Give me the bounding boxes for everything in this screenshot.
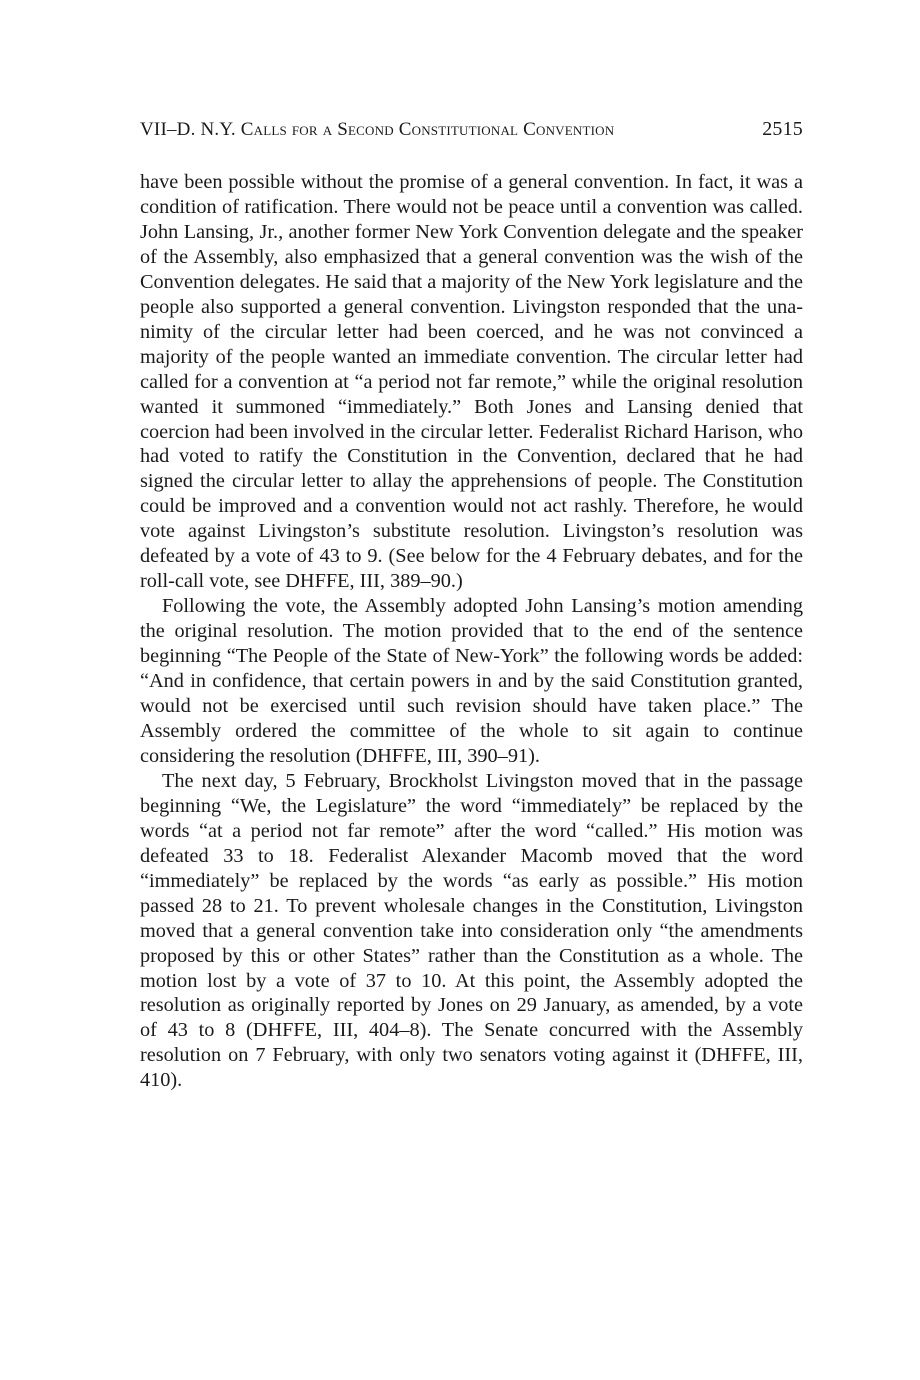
page-number: 2515 <box>762 118 803 140</box>
running-title: VII–D. N.Y. Calls for a Second Constitutional Convention <box>140 119 615 140</box>
paragraph: The next day, 5 February, Brockholst Livingston moved that in the passage beginning “We, the Legislature” the word “immediately” be replaced by the words “at a period not far remote” after the word “called.” His motion was defeated 33 to 18. Federalist Alexander Macomb moved that the word “immediately” be replaced by the words “as early as possible.” His motion passed 28 to 21. To prevent wholesale changes in the Constitution, Livingston moved that a general convention take into consideration only “the amendments proposed by this or other States” rather than the Constitution as a whole. The motion lost by a vote of 37 to 10. At this point, the Assembly adopted the resolution as originally reported by Jones on 29 January, as amended, by a vote of 43 to 8 (DHFFE, III, 404–8). The Senate concurred with the Assembly resolution on 7 February, with only two senators voting against it (DHFFE, III, 410). <box>140 769 803 1092</box>
paragraph-continued: have been possible without the promise of a general convention. In fact, it was a condition of ratification. There would not be peace until a convention was called. John Lansing, Jr., another former New York Convention delegate and the speaker of the Assembly, also emphasized that a general convention was the wish of the Convention delegates. He said that a majority of the New York legislature and the people also supported a general convention. Livingston responded that the unanimity of the circular letter had been coerced, and he was not convinced a majority of the people wanted an immediate convention. The circular letter had called for a convention at “a period not far remote,” while the original resolution wanted it summoned “immediately.” Both Jones and Lansing denied that coercion had been involved in the circular letter. Federalist Richard Harison, who had voted to ratify the Constitution in the Convention, declared that he had signed the circular letter to allay the apprehensions of people. The Constitution could be improved and a convention would not act rashly. Therefore, he would vote against Livingston’s substitute resolution. Livingston’s resolution was defeated by a vote of 43 to 9. (See below for the 4 February debates, and for the roll-call vote, see DHFFE, III, 389–90.) <box>140 171 803 593</box>
paragraph: Following the vote, the Assembly adopted John Lansing’s motion amending the original resolution. The motion provided that to the end of the sentence beginning “The People of the State of New-York” the following words be added: “And in confidence, that certain powers in and by the said Constitution granted, would not be exercised until such revision should have taken place.” The Assembly ordered the committee of the whole to sit again to continue considering the resolution (DHFFE, III, 390–91). <box>140 595 803 767</box>
body-text <box>140 170 803 1093</box>
book-page <box>140 118 803 1093</box>
running-header <box>140 118 803 152</box>
